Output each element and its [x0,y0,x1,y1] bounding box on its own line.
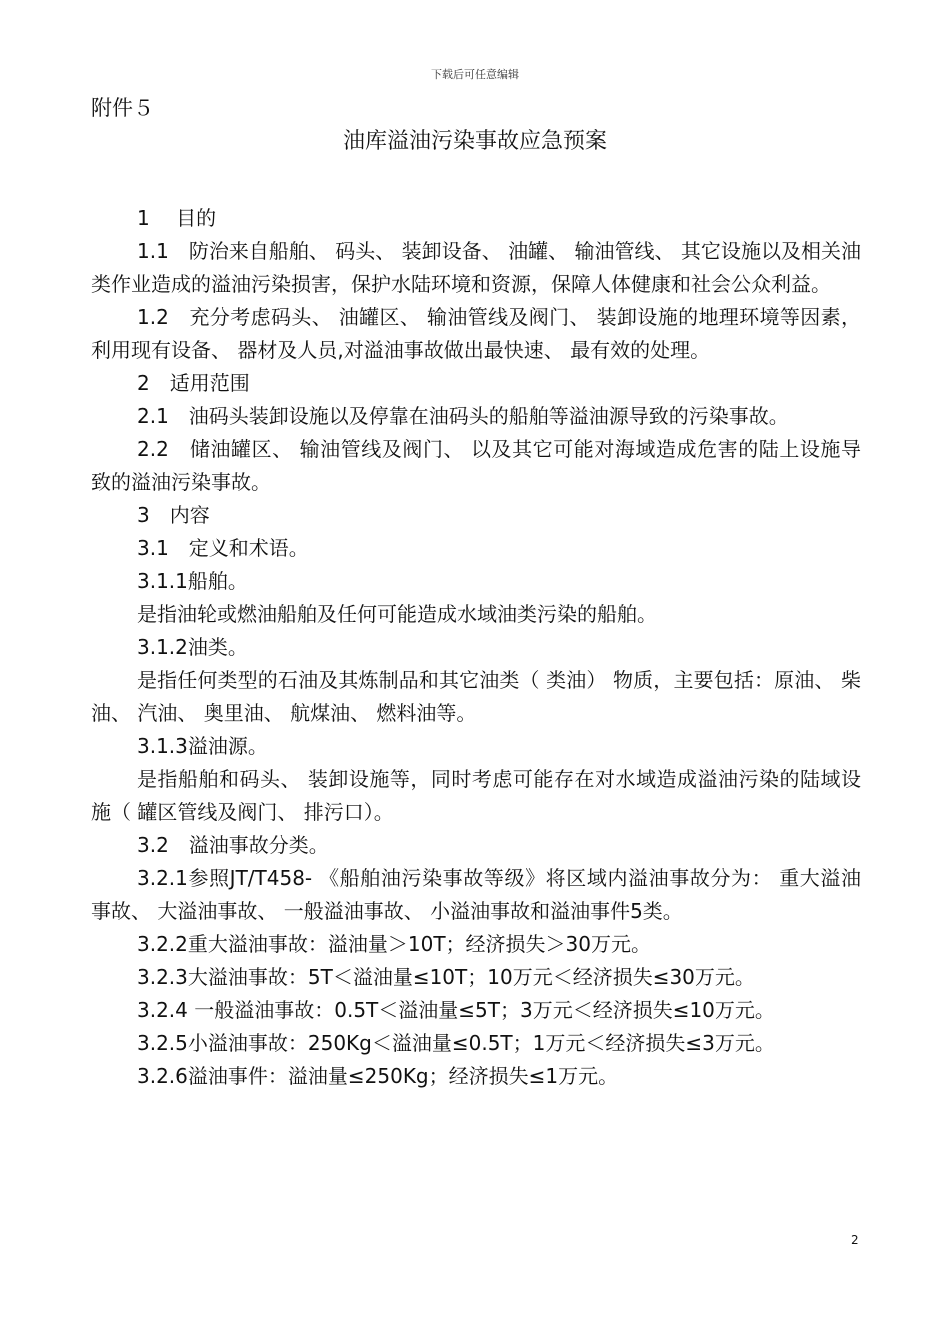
paragraph: 3.1.2油类。 [137,635,248,659]
paragraph: 2.2 储油罐区、 输油管线及阀门、 以及其它可能对海域造成危害的陆上设施导致的溢油污染事故。 [91,437,861,494]
page-number: 2 [851,1233,859,1247]
paragraph: 3.2.5小溢油事故：250Kg＜溢油量≤0.5T；1万元＜经济损失≤3万元。 [137,1031,775,1055]
paragraph: 3.2 溢油事故分类。 [137,833,329,857]
document-title: 油库溢油污染事故应急预案 [342,129,607,154]
paragraph: 1.1 防治来自船舶、 码头、 装卸设备、 油罐、 输油管线、 其它设施以及相关油类作业造成的溢油污染损害，保护水陆环境和资源，保障人体健康和社会公众利益。 [91,239,861,296]
header-note: 下载后可任意编辑 [431,68,519,81]
paragraph: 1.2 充分考虑码头、 油罐区、 输油管线及阀门、 装卸设施的地理环境等因素，利用现有设备、 器材及人员,对溢油事故做出最快速、 最有效的处理。 [91,305,861,362]
document-body [91,202,861,1093]
paragraph: 3.2.1参照JT/T458- 《船舶油污染事故等级》将区域内溢油事故分为： 重大溢油事故、 大溢油事故、 一般溢油事故、 小溢油事故和溢油事件5类。 [91,866,861,923]
paragraph: 2 适用范围 [137,371,250,395]
paragraph: 3.2.6溢油事件：溢油量≤250Kg；经济损失≤1万元。 [137,1064,619,1088]
paragraph: 是指油轮或燃油船舶及任何可能造成水域油类污染的船舶。 [137,602,657,626]
paragraph: 是指船舶和码头、 装卸设施等，同时考虑可能存在对水域造成溢油污染的陆域设施（ 罐区管线及阀门、 排污口）。 [91,767,861,824]
paragraph: 3.2.4 一般溢油事故：0.5T＜溢油量≤5T；3万元＜经济损失≤10万元。 [137,998,775,1022]
paragraph: 3.1 定义和术语。 [137,536,309,560]
paragraph: 3.2.2重大溢油事故：溢油量＞10T；经济损失＞30万元。 [137,932,652,956]
attachment-label: 附件５ [91,96,154,120]
paragraph: 是指任何类型的石油及其炼制品和其它油类（ 类油） 物质，主要包括：原油、 柴油、 汽油、 奥里油、 航煤油、 燃料油等。 [91,668,861,725]
paragraph: 3.1.3溢油源。 [137,734,268,758]
paragraph: 3.2.3大溢油事故：5T＜溢油量≤10T；10万元＜经济损失≤30万元。 [137,965,755,989]
paragraph: 3 内容 [137,503,210,527]
paragraph: 2.1 油码头装卸设施以及停靠在油码头的船舶等溢油源导致的污染事故。 [137,404,789,428]
paragraph: 3.1.1船舶。 [137,569,248,593]
paragraph: 1 目的 [137,206,217,230]
